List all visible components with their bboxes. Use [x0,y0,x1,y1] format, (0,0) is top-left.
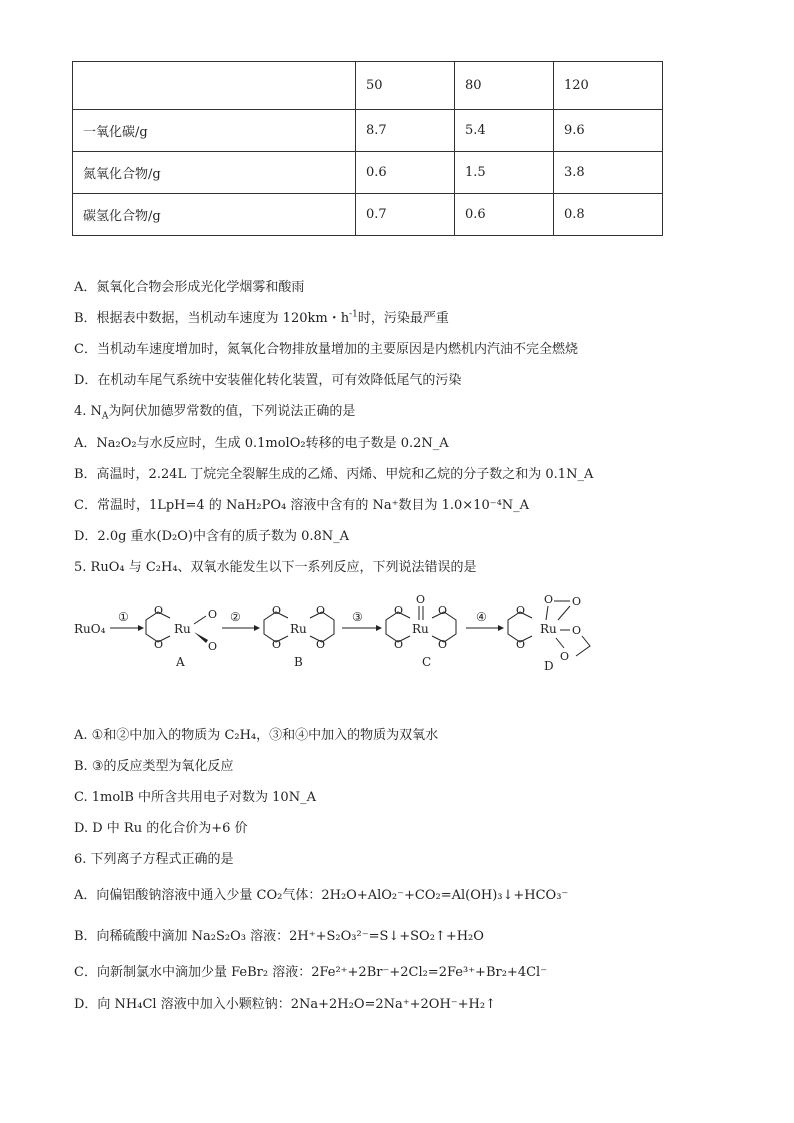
table-cell: 3.8 [554,152,663,194]
q6-option-a: A．向偏铝酸钠溶液中通入少量 CO₂气体：2H₂O+AlO₂⁻+CO₂=Al(OH)₃↓+HCO₃⁻ [74,888,569,903]
label-a: A [176,655,185,669]
table-cell: 1.5 [455,152,554,194]
q3-option-b-tail: 时，污染最严重 [357,311,449,326]
q5-stem: 5. RuO₄ 与 C₂H₄、双氧水能发生以下一系列反应，下列说法错误的是 [74,560,477,575]
molecule-d [508,593,590,673]
label-b: B [294,655,303,669]
q4-option-d: D．2.0g 重水(D₂O)中含有的质子数为 0.8N_A [74,529,350,544]
reaction-scheme-svg [70,590,630,680]
reaction-scheme [70,590,630,684]
arrow-4-head [498,625,504,631]
q6-option-c: C．向新制氯水中滴加少量 FeBr₂ 溶液：2Fe²⁺+2Br⁻+2Cl₂=2Fe³⁺+Br₂+4Cl⁻ [74,965,548,980]
atom-o: O [272,604,282,617]
q6-option-d: D．向 NH₄Cl 溶液中加入小颗粒钠：2Na+2H₂O=2Na⁺+2OH⁻+H₂↑ [74,997,496,1012]
atom-o: O [560,650,570,663]
table-row [73,152,663,194]
q4-option-a: A．Na₂O₂与水反应时，生成 0.1molO₂转移的电子数是 0.2N_A [74,436,449,451]
step-3-label: ③ [352,610,363,624]
atom-o: O [572,624,582,637]
atom-o: O [154,638,164,651]
table-cell: 0.7 [356,194,455,236]
q4-stem-post: 为阿伏加德罗常数的值，下列说法正确的是 [108,404,356,419]
label-d: D [544,659,554,673]
atom-o: O [316,638,326,651]
q3-option-a: A．氮氧化合物会形成光化学烟雾和酸雨 [74,280,305,295]
table-cell: 0.8 [554,194,663,236]
molecule-c [386,593,456,669]
q4-stem-pre: 4. N [74,404,102,419]
table-header-cell [73,62,356,110]
atom-o: O [394,604,404,617]
atom-o: O [316,604,326,617]
q3-option-c: C．当机动车速度增加时，氮氧化合物排放量增加的主要原因是内燃机内汽油不完全燃烧 [74,342,578,357]
q5-option-c: C. 1molB 中所含共用电子对数为 10N_A [74,790,316,805]
atom-ru: Ru [540,622,557,636]
arrow-2-head [254,625,260,631]
atom-ru: Ru [412,622,429,636]
atom-o: O [208,608,218,621]
q6-option-b: B．向稀硫酸中滴加 Na₂S₂O₃ 溶液：2H⁺+S₂O₃²⁻=S↓+SO₂↑+H₂O [74,929,484,944]
q3-option-b-sup: -1 [349,309,358,320]
atom-o: O [272,638,282,651]
q5-option-d: D. D 中 Ru 的化合价为+6 价 [74,821,248,836]
atom-o: O [208,640,218,653]
table-cell: 氮氧化合物/g [73,152,356,194]
atom-o: O [394,638,404,651]
table-cell: 0.6 [356,152,455,194]
atom-ru: Ru [174,622,191,636]
q3-option-d: D．在机动车尾气系统中安装催化转化装置，可有效降低尾气的污染 [74,373,462,388]
q5-option-b: B. ③的反应类型为氧化反应 [74,759,234,774]
step-1-label: ① [118,610,129,624]
atom-o: O [544,593,554,606]
atom-o: O [438,638,448,651]
arrow-3-head [376,625,382,631]
atom-o: O [572,595,582,608]
table-header-cell: 50 [356,62,455,110]
reactant-ruo4: RuO₄ [74,622,106,636]
table-cell: 碳氢化合物/g [73,194,356,236]
table-cell: 0.6 [455,194,554,236]
atom-o: O [516,604,526,617]
q3-option-b-text: B．根据表中数据，当机动车速度为 120km・h [74,311,350,326]
q4-stem [74,400,356,422]
step-4-label: ④ [476,610,487,624]
atom-o: O [438,604,448,617]
molecule-a [146,604,217,669]
q4-stem-sub: A [101,411,109,422]
q3-option-b [74,307,449,326]
emission-table [72,61,663,236]
table-cell: 8.7 [356,110,455,152]
table-row [73,110,663,152]
table-cell: 9.6 [554,110,663,152]
label-c: C [422,655,432,669]
q5-option-a: A. ①和②中加入的物质为 C₂H₄，③和④中加入的物质为双氧水 [74,728,439,743]
table-cell: 一氧化碳/g [73,110,356,152]
table-row [73,194,663,236]
step-2-label: ② [230,610,241,624]
q6-stem: 6. 下列离子方程式正确的是 [74,852,234,867]
table-header-cell: 80 [455,62,554,110]
atom-o: O [416,593,426,606]
atom-o: O [154,604,164,617]
table-header-cell: 120 [554,62,663,110]
q4-option-b: B．高温时，2.24L 丁烷完全裂解生成的乙烯、丙烯、甲烷和乙烷的分子数之和为 0.1N_A [74,467,594,482]
atom-ru: Ru [290,622,307,636]
q4-option-c: C．常温时，1LpH=4 的 NaH₂PO₄ 溶液中含有的 Na⁺数目为 1.0×10⁻⁴N_A [74,498,530,513]
atom-o: O [516,638,526,651]
table-header-row [73,62,663,110]
arrow-1-head [138,625,144,631]
molecule-b [264,604,334,669]
table-cell: 5.4 [455,110,554,152]
